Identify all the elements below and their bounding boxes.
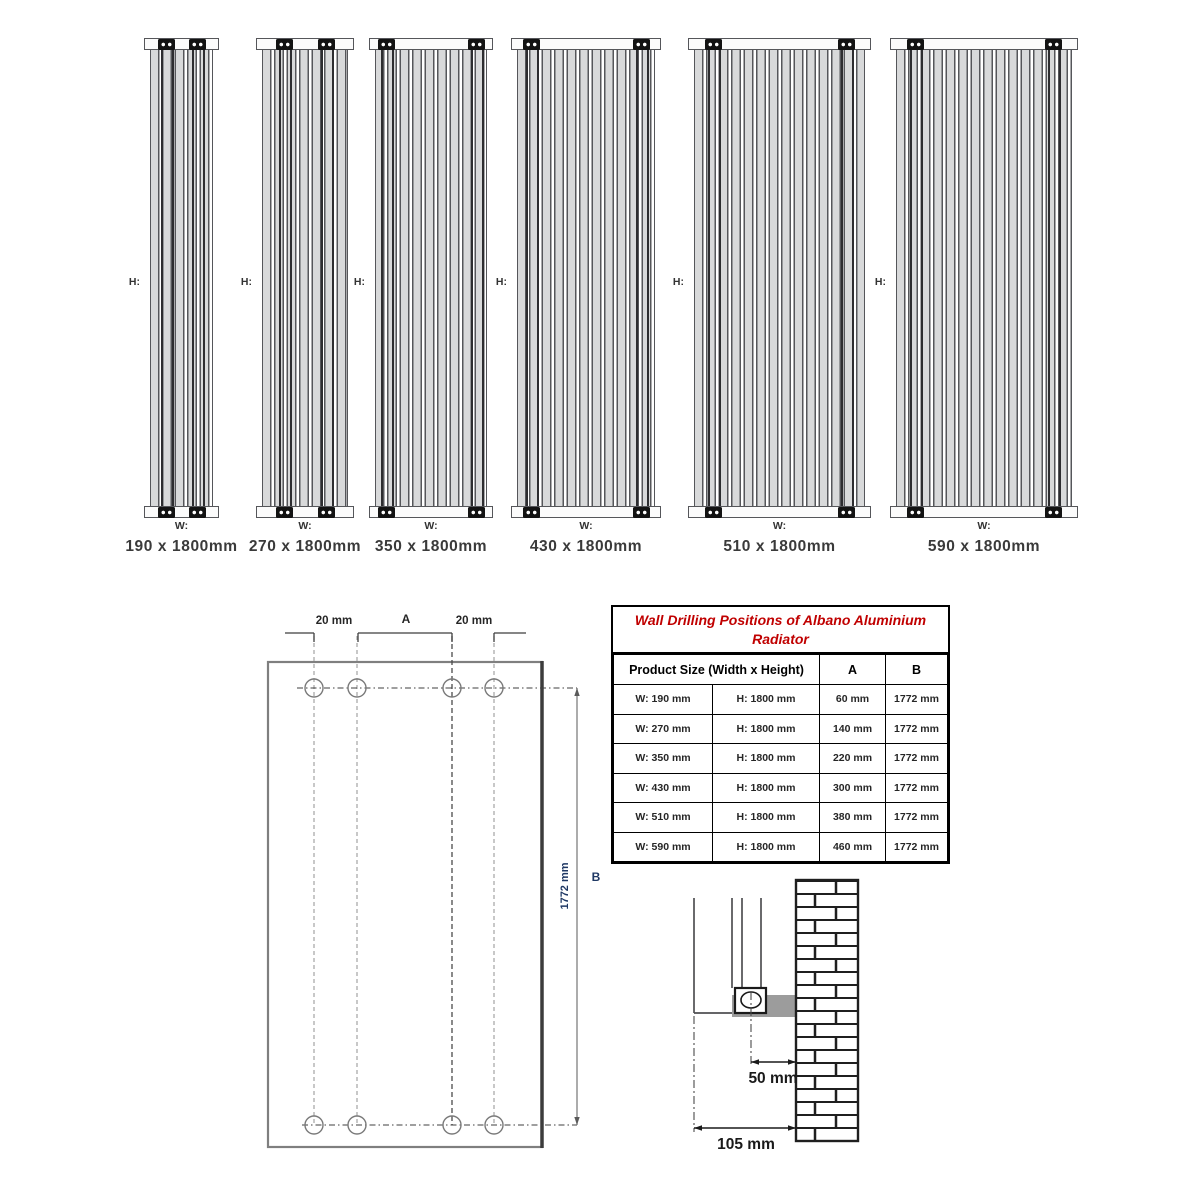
radiator-body xyxy=(896,50,1072,506)
column-header-a: A xyxy=(820,655,886,685)
radiator-size-caption: 350 x 1800mm xyxy=(374,538,488,555)
b-dim-arrow-bottom xyxy=(574,1117,579,1125)
radiator-size-caption: 430 x 1800mm xyxy=(529,538,643,555)
wall-bracket-clip-icon xyxy=(158,39,175,50)
wall-bracket-clip-icon xyxy=(523,39,540,50)
wall-bracket-clip-icon xyxy=(838,507,855,518)
brick-wall xyxy=(796,880,858,1141)
wall-drilling-diagram xyxy=(250,595,630,1175)
cell-b: 1772 mm xyxy=(886,832,948,862)
radiator-size-caption: 190 x 1800mm xyxy=(125,538,238,555)
cell-a: 60 mm xyxy=(820,685,886,715)
cell-width: W: 270 mm xyxy=(614,714,713,744)
radiator-body xyxy=(694,50,865,506)
cell-height: H: 1800 mm xyxy=(713,832,820,862)
radiator-size-caption: 270 x 1800mm xyxy=(248,538,362,555)
bracket-channel xyxy=(910,50,923,506)
cell-height: H: 1800 mm xyxy=(713,714,820,744)
radiator-figure xyxy=(353,38,493,568)
radiator-body xyxy=(517,50,655,506)
cell-b: 1772 mm xyxy=(886,773,948,803)
bracket-channel xyxy=(321,50,334,506)
dim-20mm-right-label: 20 mm xyxy=(455,615,493,627)
cell-width: W: 590 mm xyxy=(614,832,713,862)
cell-a: 140 mm xyxy=(820,714,886,744)
radiator-height-label: H: xyxy=(495,276,507,288)
table-row xyxy=(614,714,948,744)
radiator-height-label: H: xyxy=(874,276,886,288)
drill-holes xyxy=(305,679,503,1134)
cell-height: H: 1800 mm xyxy=(713,803,820,833)
radiator-height-label: H: xyxy=(128,276,140,288)
table-row xyxy=(614,685,948,715)
radiator-height-label: H: xyxy=(353,276,365,288)
panel-outline xyxy=(268,661,542,1148)
dim-50mm-label: 50 mm xyxy=(748,1070,798,1087)
radiator-top-cap xyxy=(256,38,354,50)
cell-b: 1772 mm xyxy=(886,714,948,744)
column-header-product-size: Product Size (Width x Height) xyxy=(614,655,820,685)
bracket-channel xyxy=(161,50,174,506)
wall-bracket-clip-icon xyxy=(276,507,293,518)
bracket-channel xyxy=(526,50,539,506)
cell-b: 1772 mm xyxy=(886,803,948,833)
cell-a: 300 mm xyxy=(820,773,886,803)
radiator-bottom-cap xyxy=(256,506,354,518)
wall-bracket-clip-icon xyxy=(189,507,206,518)
wall-bracket-clip-icon xyxy=(468,507,485,518)
wall-bracket-clip-icon xyxy=(1045,507,1062,518)
cell-height: H: 1800 mm xyxy=(713,773,820,803)
radiator-width-label: W: xyxy=(298,520,312,532)
top-dimension-lines xyxy=(285,633,526,642)
dim-b-value-label: 1772 mm xyxy=(559,862,571,910)
radiator-bottom-cap xyxy=(144,506,219,518)
cell-height: H: 1800 mm xyxy=(713,744,820,774)
table-row xyxy=(614,773,948,803)
drilling-positions-table xyxy=(611,605,950,864)
wall-bracket-clip-icon xyxy=(633,507,650,518)
dim-105-arrow-left xyxy=(694,1125,702,1131)
dim-a-label: A xyxy=(401,612,411,626)
cell-b: 1772 mm xyxy=(886,685,948,715)
wall-bracket-clip-icon xyxy=(705,39,722,50)
radiator-figure xyxy=(240,38,362,568)
wall-bracket-clip-icon xyxy=(523,507,540,518)
radiator-width-label: W: xyxy=(424,520,438,532)
column-header-b: B xyxy=(886,655,948,685)
radiator-size-caption: 590 x 1800mm xyxy=(927,538,1041,555)
bracket-channel xyxy=(192,50,205,506)
wall-bracket-clip-icon xyxy=(378,507,395,518)
radiator-figure xyxy=(125,38,238,568)
cell-height: H: 1800 mm xyxy=(713,685,820,715)
radiator-body xyxy=(150,50,213,506)
radiator-width-label: W: xyxy=(579,520,593,532)
wall-bracket-clip-icon xyxy=(705,507,722,518)
wall-bracket-clip-icon xyxy=(838,39,855,50)
bracket-channel xyxy=(381,50,394,506)
radiator-width-label: W: xyxy=(772,520,787,532)
cell-width: W: 510 mm xyxy=(614,803,713,833)
wall-bracket-clip-icon xyxy=(1045,39,1062,50)
radiator-height-label: H: xyxy=(240,276,252,288)
dim-b-label: B xyxy=(591,870,601,884)
radiator-width-label: W: xyxy=(174,520,189,532)
wall-bracket-clip-icon xyxy=(189,39,206,50)
radiator-size-caption: 510 x 1800mm xyxy=(723,538,836,555)
table-row xyxy=(614,832,948,862)
table-row xyxy=(614,803,948,833)
dim-105-arrow-right xyxy=(788,1125,796,1131)
radiator-height-label: H: xyxy=(672,276,684,288)
table-title: Wall Drilling Positions of Albano Aluminium Radiator xyxy=(613,607,948,654)
bracket-channel xyxy=(1048,50,1061,506)
wall-bracket-clip-icon xyxy=(276,39,293,50)
wall-mounting-diagram xyxy=(660,875,960,1165)
drill-guide-lines xyxy=(314,636,494,1125)
radiator-figure xyxy=(874,38,1078,568)
bracket-channel xyxy=(471,50,484,506)
wall-bracket-clip-icon xyxy=(907,507,924,518)
dim-50-arrow-right xyxy=(788,1059,796,1065)
bracket-channel xyxy=(279,50,292,506)
radiator-figure xyxy=(672,38,871,568)
radiator-width-label: W: xyxy=(977,520,991,532)
table-header-row xyxy=(614,655,948,685)
bracket-channel xyxy=(841,50,854,506)
wall-bracket-clip-icon xyxy=(633,39,650,50)
wall-bracket-clip-icon xyxy=(907,39,924,50)
wall-bracket-clip-icon xyxy=(318,507,335,518)
cell-width: W: 430 mm xyxy=(614,773,713,803)
hole-centerlines xyxy=(297,688,577,1125)
wall-bracket-clip-icon xyxy=(318,39,335,50)
cell-a: 460 mm xyxy=(820,832,886,862)
wall-bracket-clip-icon xyxy=(158,507,175,518)
radiator-figure xyxy=(495,38,661,568)
radiator-top-cap xyxy=(144,38,219,50)
table-row xyxy=(614,744,948,774)
cell-width: W: 190 mm xyxy=(614,685,713,715)
radiator-body xyxy=(375,50,487,506)
cell-b: 1772 mm xyxy=(886,744,948,774)
cell-width: W: 350 mm xyxy=(614,744,713,774)
dim-105mm-label: 105 mm xyxy=(717,1136,775,1153)
bracket-channel xyxy=(708,50,721,506)
b-dim-arrow-top xyxy=(574,688,579,696)
radiator-body xyxy=(262,50,348,506)
dim-20mm-left-label: 20 mm xyxy=(315,615,353,627)
cell-a: 380 mm xyxy=(820,803,886,833)
cell-a: 220 mm xyxy=(820,744,886,774)
wall-bracket-clip-icon xyxy=(468,39,485,50)
wall-bracket-clip-icon xyxy=(378,39,395,50)
bracket-channel xyxy=(636,50,649,506)
dim-50-arrow-left xyxy=(751,1059,759,1065)
